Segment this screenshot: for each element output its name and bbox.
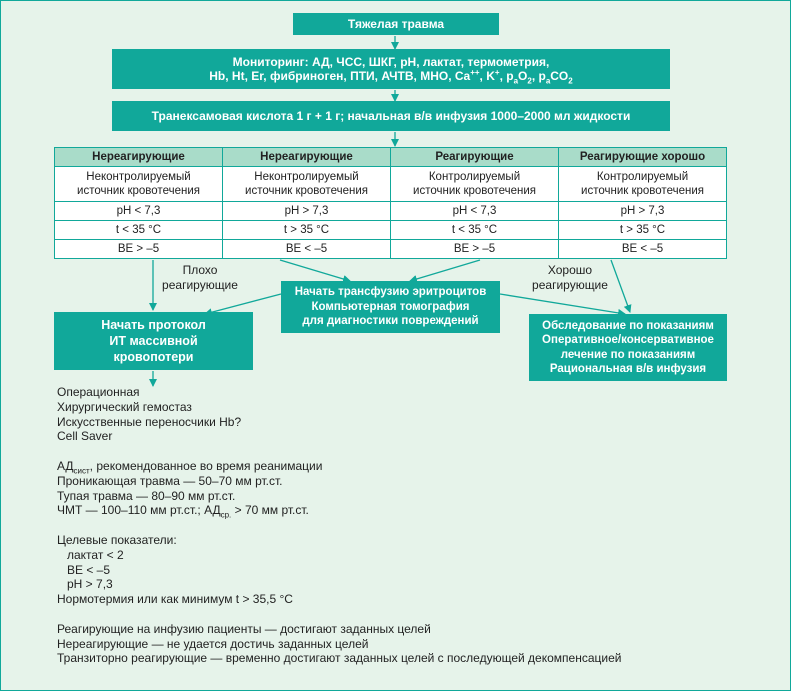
note-line: Реагирующие на инфузию пациенты — достигают заданных целей: [57, 621, 431, 636]
bleeding-source-cell: Контролируемый источник кровотечения: [559, 167, 726, 202]
notes-section: [57, 385, 621, 666]
monitoring-line-1: Мониторинг: АД, ЧСС, ШКГ, pH, лактат, термометрия,: [232, 55, 550, 69]
column-good-responders: [558, 147, 727, 259]
note-line: Операционная: [57, 385, 140, 399]
arrow-col2-center: [280, 260, 350, 281]
bleeding-source-cell: Неконтролируемый источник кровотечения: [55, 167, 222, 202]
massive-blood-loss-protocol-box: Начать протокол ИТ массивной кровопотери: [54, 312, 253, 370]
target-item: лактат < 2: [67, 547, 124, 562]
temperature-cell: t > 35 °C: [223, 221, 390, 240]
note-line: Нормотермия или как минимум t > 35,5 °C: [57, 592, 293, 607]
column-nonresponders-2: [222, 147, 391, 259]
target-item: BE < –5: [67, 562, 111, 577]
temperature-cell: t > 35 °C: [559, 221, 726, 240]
bleeding-source-cell: Контролируемый источник кровотечения: [391, 167, 558, 202]
ph-cell: pH > 7,3: [223, 202, 390, 221]
severe-trauma-box: [293, 13, 499, 35]
note-line: Тупая травма — 80–90 мм рт.ст.: [57, 488, 236, 503]
tranexamic-acid-box: [112, 101, 670, 131]
base-excess-cell: BE < –5: [285, 243, 328, 255]
column-header: Нереагирующие: [223, 148, 390, 167]
note-line: Хирургический гемостаз: [57, 399, 192, 414]
arrow-col3-center: [410, 260, 480, 281]
base-excess-cell: BE > –5: [117, 243, 160, 255]
arrow-center-right: [500, 294, 625, 314]
examination-treatment-box: Обследование по показаниям Оперативное/консервативное лечение по показаниям Рациональная в/в инфузия: [529, 314, 727, 381]
arrow-center-left: [205, 294, 281, 314]
temperature-cell: t < 35 °C: [55, 221, 222, 240]
tbi-line: ЧМТ — 100–110 мм рт.ст.; $АД_{ср.} > 70$ мм рт.ст.: [57, 503, 309, 520]
column-responders: [390, 147, 559, 259]
target-item: pH > 7,3: [67, 577, 113, 592]
note-line: Транзиторно реагирующие — временно достигают заданных целей с последующей декомпенсацией: [57, 651, 622, 666]
column-header: Реагирующие хорошо: [559, 148, 726, 167]
well-responding-label: Хорошо реагирующие: [532, 263, 608, 292]
note-line: Нереагирующие — не удается достичь заданных целей: [57, 636, 369, 651]
ph-cell: pH < 7,3: [55, 202, 222, 221]
poorly-responding-label: Плохо реагирующие: [162, 263, 238, 292]
tranexamic-acid-text: Транексамовая кислота 1 г + 1 г; начальная в/в инфузия 1000–2000 мл жидкости: [151, 109, 631, 123]
note-line: Искусственные переносчики Hb?: [57, 414, 242, 429]
ph-cell: pH < 7,3: [391, 202, 558, 221]
targets-title: Целевые показатели:: [57, 532, 177, 547]
note-line: Проникающая травма — 50–70 мм рт.ст.: [57, 473, 283, 488]
column-nonresponders-1: [54, 147, 223, 259]
base-excess-cell: BE < –5: [621, 243, 664, 255]
base-excess-cell: BE > –5: [453, 243, 496, 255]
severe-trauma-title: Тяжелая травма: [347, 17, 445, 31]
note-line: Cell Saver: [57, 429, 113, 444]
bleeding-source-cell: Неконтролируемый источник кровотечения: [223, 167, 390, 202]
column-header: Нереагирующие: [55, 148, 222, 167]
transfusion-ct-box: Начать трансфузию эритроцитов Компьютерная томография для диагностики повреждений: [281, 281, 500, 333]
arrow-col4-right: [611, 260, 630, 312]
ph-cell: pH > 7,3: [559, 202, 726, 221]
monitoring-box: [112, 49, 670, 89]
bp-recommendation-line: $АД_{сист}$, рекомендованное во время реанимации: [57, 458, 323, 476]
column-header: Реагирующие: [391, 148, 558, 167]
monitoring-line-2: Hb, Ht, Er, фибриноген, ПТИ, АЧТВ, МНО, Ca++, K+, $p_aO_2$, $p_aCO_2$: [209, 68, 573, 86]
temperature-cell: t < 35 °C: [391, 221, 558, 240]
